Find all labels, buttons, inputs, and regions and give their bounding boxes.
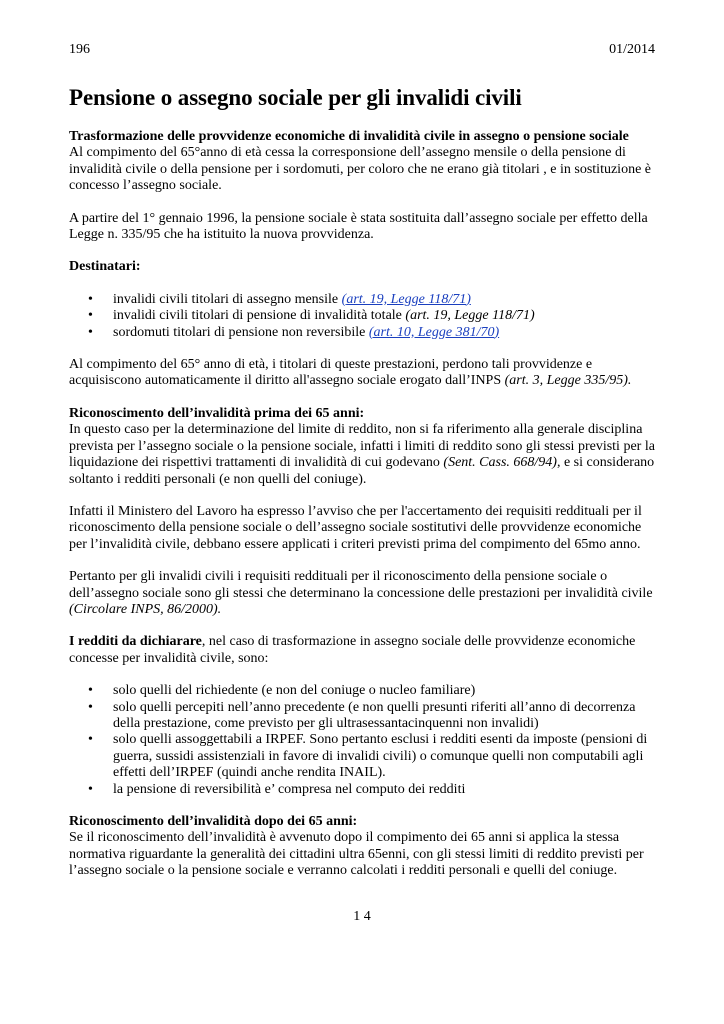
paragraph-line: I redditi da dichiarare, nel caso di trasformazione in assegno sociale delle provvidenze economiche	[69, 634, 636, 650]
section-heading-destinatari: Destinatari:	[69, 259, 141, 275]
paragraph-line: per l’invalidità civile, debbano essere applicati i criteri previsti prima del compimento del 65mo anno.	[69, 536, 641, 552]
paragraph-line: Infatti il Ministero del Lavoro ha espresso l’avviso che per l'accertamento dei requisiti reddituali per il	[69, 503, 642, 519]
law-reference: (art. 19, Legge 118/71)	[405, 308, 535, 324]
destinatari-list	[69, 292, 659, 341]
paragraph-line: invalidità civile o della pensione per i sordomuti, per coloro che ne erano già titolari , e in sostituzione è	[69, 161, 651, 177]
page-title: Pensione o assegno sociale per gli invalidi civili	[69, 85, 522, 110]
list-item-text: invalidi civili titolari di assegno mensile	[113, 291, 342, 307]
list-item: • solo quelli percepiti nell’anno precedente (e non quelli presunti riferiti all’anno di decorrenza della prestazione, come previsto per gli ultrasessantacinquenni non invalidi)	[69, 700, 659, 733]
section-heading-dopo-65: Riconoscimento dell’invalidità dopo dei 65 anni:	[69, 814, 358, 829]
section-heading-trasformazione: Trasformazione delle provvidenze economiche di invalidità civile in assegno o pensione sociale	[69, 129, 629, 144]
paragraph-line: l’assegno sociale o la pensione sociale e verranno calcolati i redditi personali e quelli del coniuge.	[69, 863, 618, 879]
law-reference-link[interactable]: (art. 19, Legge 118/71)	[341, 291, 471, 307]
document-body	[69, 129, 659, 880]
paragraph-line: In questo caso per la determinazione del limite di reddito, non si fa riferimento alla generale disciplina	[69, 422, 643, 438]
paragraph-line: liquidazione dei rispettivi trattamenti di invalidità di cui godevano (Sent. Cass. 668/94), e si considerano	[69, 455, 655, 471]
paragraph-line: Pertanto per gli invalidi civili i requisiti reddituali per il riconoscimento della pensione sociale o	[69, 569, 608, 585]
paragraph-line: dell’assegno sociale sono gli stessi che determinano la concessione delle prestazioni per invalidità civile	[69, 585, 653, 601]
paragraph-line: Al compimento del 65°anno di età cessa la corresponsione dell’assegno mensile o della pensione di	[69, 145, 626, 161]
section-heading-redditi: I redditi da dichiarare	[69, 634, 202, 650]
paragraph-line: riconoscimento della pensione sociale o dell’assegno sociale sostitutivi delle provvidenze economiche	[69, 520, 642, 536]
law-reference: (Circolare INPS, 86/2000).	[69, 601, 222, 617]
list-item	[69, 308, 659, 324]
list-item: • la pensione di reversibilità e’ compresa nel computo dei redditi	[69, 782, 659, 798]
list-item	[69, 325, 659, 341]
paragraph-line: acquisiscono automaticamente il diritto all'assegno sociale erogato dall’INPS (art. 3, Legge 335/95).	[69, 373, 632, 389]
list-item: • solo quelli del richiedente (e non del coniuge o nucleo familiare)	[69, 683, 659, 699]
paragraph-line: soltanto i redditi personali (e non quelli del coniuge).	[69, 471, 367, 487]
redditi-list	[69, 683, 659, 798]
paragraph-line: normativa riguardante la generalità dei cittadini ultra 65enni, con gli stessi limiti di reddito previsti per	[69, 846, 644, 862]
list-item-text: invalidi civili titolari di pensione di invalidità totale	[113, 308, 406, 324]
header-page-number: 196	[69, 42, 90, 57]
paragraph-line: Se il riconoscimento dell’invalidità è avvenuto dopo il compimento dei 65 anni si applica la stessa	[69, 830, 620, 846]
section-heading-prima-65: Riconoscimento dell’invalidità prima dei 65 anni:	[69, 405, 365, 421]
paragraph-line: A partire del 1° gennaio 1996, la pensione sociale è stata sostituita dall’assegno sociale per effetto della	[69, 210, 648, 226]
list-item	[69, 292, 659, 308]
paragraph-line: Legge n. 335/95 che ha istituito la nuova provvidenza.	[69, 227, 374, 243]
law-reference: (Sent. Cass. 668/94)	[443, 455, 557, 471]
paragraph-line: concesso l’assegno sociale.	[69, 178, 222, 194]
footer-page-label: 1 4	[353, 909, 371, 924]
list-item: • solo quelli assoggettabili a IRPEF. Sono pertanto esclusi i redditi esenti da imposte (pensioni di guerra, sussidi assistenziali in favore di invalidi civili) o comunque quelli non computabili agli effetti dell’IRPEF (quindi anche rendita INAIL).	[69, 732, 659, 781]
law-reference: (art. 3, Legge 335/95).	[504, 373, 632, 389]
paragraph-line: Al compimento del 65° anno di età, i titolari di queste prestazioni, perdono tali provvidenze e	[69, 357, 593, 373]
header-date: 01/2014	[609, 42, 655, 57]
list-item-text: sordomuti titolari di pensione non reversibile	[113, 324, 369, 340]
paragraph-line: prevista per l’assegno sociale o la pensione sociale, infatti i limiti di reddito sono gli stessi previsti per la	[69, 438, 655, 454]
law-reference-link[interactable]: (art. 10, Legge 381/70)	[368, 324, 500, 340]
paragraph-line: concesse per invalidità civile, sono:	[69, 650, 269, 666]
